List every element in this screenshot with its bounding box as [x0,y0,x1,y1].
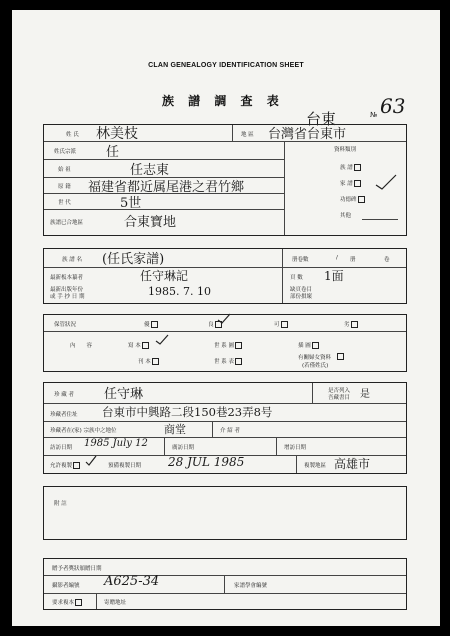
settle-label: 族譜已合地區 [50,220,84,226]
remarks-label: 附 註 [54,501,67,507]
display-label-2: 吾藏書目 [328,395,351,401]
missing-label-1: 缺頁卷目 [290,287,313,293]
copy-date-value: 28 JUL 1985 [168,455,245,469]
poor-checkbox[interactable] [351,321,358,328]
content-tree-diagram: 世 系 圖 [214,341,242,349]
fair-checkbox[interactable] [281,321,288,328]
compiler-value: 任守琳記 [140,269,189,283]
ancestry-label: 姓氏宗派 [54,149,77,155]
form-title: 族 譜 調 查 表 [162,94,284,108]
volumes-word: 册 [350,257,356,263]
copy-request-checkbox[interactable] [75,599,82,606]
women-info-label: 有關婦女資料 [298,355,332,361]
visit-label: 訪訪日期 [50,445,73,451]
address-value: 台東市中興路二段150巷23弄8号 [102,405,273,419]
surname-value: 林美枝 [96,126,138,142]
merit-checkbox[interactable] [358,196,365,203]
materials-label: 資料類別 [334,147,357,153]
condition-fair: 可 [274,320,288,328]
content-manuscript: 寫 本 [128,341,149,349]
founder-value: 任志東 [130,163,170,178]
film-number: A625-34 [104,574,160,589]
pages-value: 1面 [324,269,344,283]
section-genealogy [43,248,407,304]
date-value: 1985. 7. 10 [148,285,211,298]
women-info-checkbox[interactable] [337,353,344,360]
date-label-1: 最新出版年份 [50,287,84,293]
condition-excellent: 優 [144,320,158,328]
content-tree-table: 世 系 表 [214,357,242,365]
condition-label: 保管狀況 [54,322,77,328]
location-note: 台東 [306,110,337,128]
section-archive [43,558,407,610]
visit-value: 1985 July 12 [84,438,148,449]
condition-poor: 劣 [344,320,358,328]
origin-value: 福建省都近属尾港之君竹鄉 [88,180,245,195]
sheet-header: CLAN GENEALOGY IDENTIFICATION SHEET [148,62,304,69]
copy-request-label: 要求複本 [52,598,82,606]
manuscript-checkbox[interactable] [142,342,149,349]
settle-value: 合東寶地 [124,215,177,230]
copy-allowed-label: 允許複製 [50,461,80,469]
copy-place-value: 高雄市 [334,457,371,471]
genealogy-name-value: (任氏家譜) [102,252,165,267]
section-owner [43,382,407,474]
material-item-other: 其他 [340,213,352,219]
intro-label: 介 紹 者 [220,428,240,434]
receipt-label: 贈予者獎狀頒贈日期 [52,566,102,572]
copy-place-label: 複製地區 [304,463,327,469]
region-label: 地 區 [241,132,254,138]
hall-label: 珍藏者在(家) 宗族中之地位 [50,428,117,434]
material-item-genealogy: 族 譜 [340,163,361,171]
display-value: 是 [360,389,370,400]
condition-good: 良 [208,320,222,328]
content-print: 刊 本 [138,357,159,365]
missing-label-2: 部份損壞 [290,294,313,300]
content-illustration: 插 圖 [298,341,319,349]
family-checkbox[interactable] [354,180,361,187]
owner-value: 任守琳 [104,387,144,402]
founder-label: 始 祖 [58,167,71,173]
tree-table-checkbox[interactable] [235,358,242,365]
genealogy-checkbox[interactable] [354,164,361,171]
hall-value: 商堂 [164,423,186,436]
date-label-2: 或 手 抄 日 期 [50,294,85,300]
copy-date-label: 預備複製日期 [108,463,142,469]
document-sheet [12,10,440,626]
check-mark-icon [154,334,170,346]
check-mark-icon [216,313,232,325]
display-label: 是否列入 [328,388,351,394]
doc-label: 廣訪日期 [172,445,195,451]
origin-label: 原 籍 [58,184,71,190]
owner-label: 珍 藏 者 [54,392,74,398]
check-mark-icon [374,173,398,191]
tree-diagram-checkbox[interactable] [235,342,242,349]
genealogy-name-label: 族 譜 名 [62,257,82,263]
generation-value: 5世 [120,196,142,211]
women-info-sub: (若僅姓氏) [302,363,329,369]
print-checkbox[interactable] [152,358,159,365]
film-label: 攝影者編號 [52,583,80,589]
illustration-checkbox[interactable] [312,342,319,349]
material-item-merit: 功德碑 [340,195,365,203]
check-mark-icon [84,455,98,467]
return-visit-label: 增訪日期 [284,445,307,451]
compiler-label: 最新板本纂者 [50,275,84,281]
excellent-checkbox[interactable] [151,321,158,328]
section-condition [43,314,407,372]
number-prefix: № [370,111,378,119]
copy-allowed-checkbox[interactable] [73,462,80,469]
content-label: 內 容 [70,343,93,349]
generation-label: 世 代 [58,200,71,206]
send-address-label: 寄贈地址 [104,600,127,606]
section-identity [43,124,407,236]
address-label: 珍藏者住址 [50,412,78,418]
region-value: 台灣省台東市 [268,127,347,142]
volumes-sep: / [336,255,338,261]
volumes-unit: 卷 [384,257,390,263]
archive-label: 家譜學會編號 [234,583,268,589]
pages-label: 頁 數 [290,275,303,281]
ancestry-value: 任 [106,145,120,160]
volumes-label: 册卷數 [292,257,309,263]
sheet-number: 63 [380,94,406,118]
material-item-family: 家 譜 [340,179,361,187]
section-remarks [43,486,407,540]
surname-label: 姓 氏 [66,132,79,138]
